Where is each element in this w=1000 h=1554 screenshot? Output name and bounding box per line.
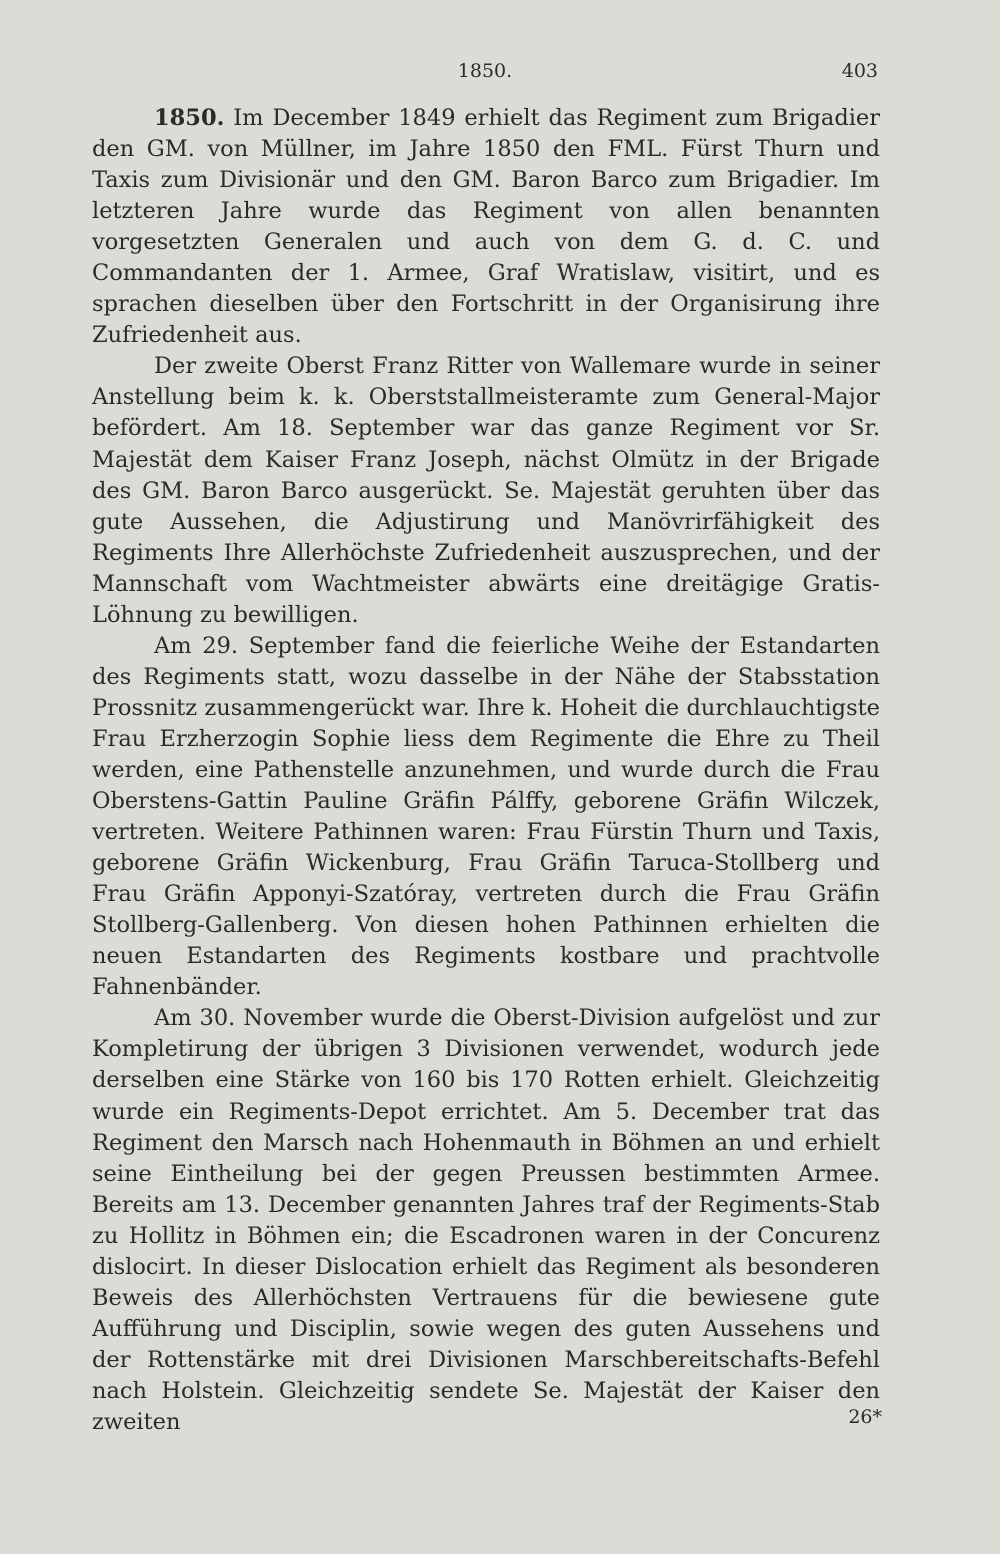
page-number: 403 bbox=[841, 60, 878, 82]
section-year: 1850. bbox=[154, 105, 225, 131]
paragraph bbox=[92, 351, 880, 630]
paragraph bbox=[92, 103, 880, 351]
paragraph-text: Am 30. November wurde die Oberst-Division aufgelöst und zur Kompletirung der übrigen 3 Divisionen verwendet, wodurch jede derselben eine Stärke von 160 bis 170 Rotten erhielt. Gleichzeitig wurde ein Regiments-Depot errichtet. Am 5. December trat das Regiment den Marsch nach Hohenmauth in Böhmen an und erhielt seine Eintheilung bei der gegen Preussen bestimmten Armee. Bereits am 13. December genannten Jahres traf der Regiments-Stab zu Hollitz in Böhmen ein; die Escadronen waren in der Concurenz dislocirt. In dieser Dislocation erhielt das Regiment als besonderen Beweis des Allerhöchsten Vertrauens für die bewiesene gute Aufführung und Disciplin, sowie wegen des guten Aussehens und der Rottenstärke mit drei Divisionen Marschbereitschafts-Befehl nach Holstein. Gleichzeitig sendete Se. Majestät der Kaiser den zweiten bbox=[92, 1005, 880, 1435]
page-header bbox=[92, 60, 878, 90]
paragraph-text: Am 29. September fand die feierliche Weihe der Estandarten des Regiments statt, wozu dasselbe in der Nähe der Stabsstation Prossnitz zusammengerückt war. Ihre k. Hoheit die durchlauchtigste Frau Erzherzogin Sophie liess dem Regimente die Ehre zu Theil werden, eine Pathenstelle anzunehmen, und wurde durch die Frau Oberstens-Gattin Pauline Gräfin Pálffy, geborene Gräfin Wilczek, vertreten. Weitere Pathinnen waren: Frau Fürstin Thurn und Taxis, geborene Gräfin Wickenburg, Frau Gräfin Taruca-Stollberg und Frau Gräfin Apponyi-Szatóray, vertreten durch die Frau Gräfin Stollberg-Gallenberg. Von diesen hohen Pathinnen erhielten die neuen Estandarten des Regiments kostbare und prachtvolle Fahnenbänder. bbox=[92, 632, 880, 1001]
signature-mark: 26* bbox=[848, 1406, 882, 1428]
paragraph bbox=[92, 1003, 880, 1438]
running-title: 1850. bbox=[457, 60, 513, 82]
paragraph-text: Im December 1849 erhielt das Regiment zum Brigadier den GM. von Müllner, im Jahre 1850 den FML. Fürst Thurn und Taxis zum Divisionär und den GM. Baron Barco zum Brigadier. Im letzteren Jahre wurde das Regiment von allen benannten vorgesetzten Generalen und auch von dem G. d. C. und Commandanten der 1. Armee, Graf Wratislaw, visitirt, und es sprachen dieselben über den Fortschritt in der Organisirung ihre Zufriedenheit aus. bbox=[92, 105, 880, 349]
paragraph bbox=[92, 631, 880, 1004]
paragraph-text: Der zweite Oberst Franz Ritter von Wallemare wurde in seiner Anstellung beim k. k. Oberststallmeisteramte zum General-Major befördert. Am 18. September war das ganze Regiment vor Sr. Majestät dem Kaiser Franz Joseph, nächst Olmütz in der Brigade des GM. Baron Barco ausgerückt. Se. Majestät geruhten über das gute Aussehen, die Adjustirung und Manövrirfähigkeit des Regiments Ihre Allerhöchste Zufriedenheit auszusprechen, und der Mannschaft vom Wachtmeister abwärts eine dreitägige Gratis-Löhnung zu bewilligen. bbox=[92, 353, 880, 628]
page-body bbox=[92, 103, 880, 1438]
